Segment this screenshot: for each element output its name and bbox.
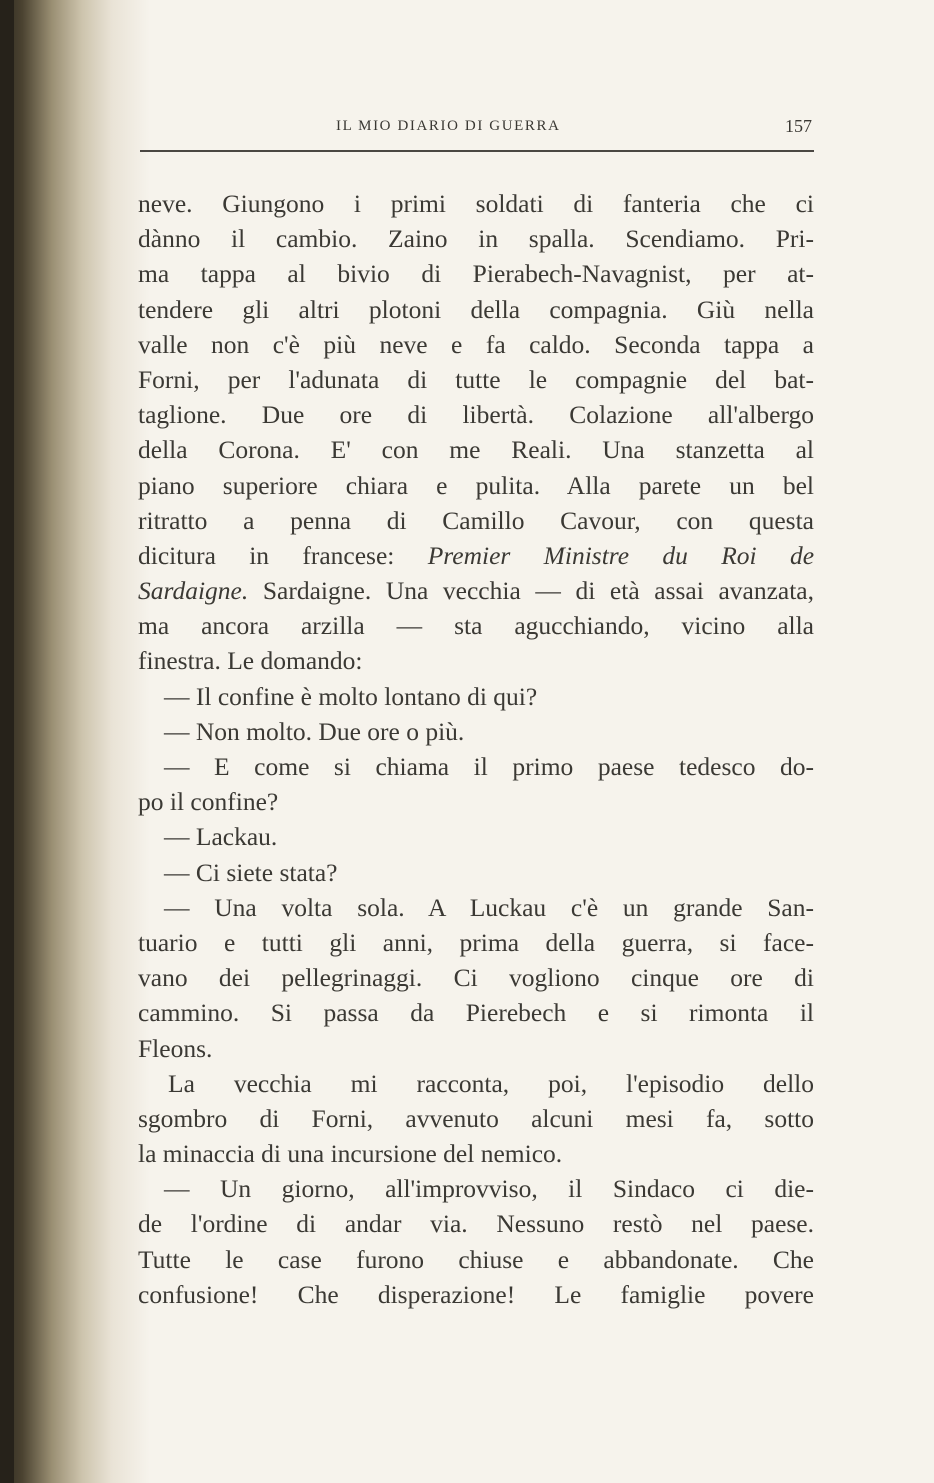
text-line: della Corona. E' con me Reali. Una stanzetta al [138, 435, 814, 465]
dialogue-line: — Lackau. [164, 822, 278, 852]
text-line: Forni, per l'adunata di tutte le compagnie del bat- [138, 364, 814, 394]
text-line: neve. Giungono i primi soldati di fanteria che ci [138, 189, 814, 218]
text-line: sgombro di Forni, avvenuto alcuni mesi fa, sotto [138, 1103, 814, 1133]
dialogue-line: — E come si chiama il primo paese tedesco do- [164, 752, 814, 781]
text-line: la minaccia di una incursione del nemico. [138, 1139, 563, 1169]
text-line: vano dei pellegrinaggi. Ci vogliono cinque ore di [138, 963, 814, 993]
text-line: Fleons. [138, 1033, 213, 1063]
text-line-with-italic [138, 573, 814, 608]
text-segment: Sardaigne. Una vecchia — di età assai avanzata, [262, 576, 814, 606]
text-segment: dicitura in francese: [138, 540, 395, 570]
text-line: Tutte le case furono chiuse e abbandonate. Che [138, 1244, 814, 1274]
italic-text: Premier Ministre du Roi de [427, 540, 814, 570]
text-line-with-italic [138, 538, 814, 573]
text-line: valle non c'è più neve e fa caldo. Seconda tappa a [138, 329, 814, 359]
dialogue-line: — Non molto. Due ore o più. [164, 716, 465, 746]
text-line: po il confine? [138, 787, 279, 817]
dialogue-line: — Ci siete stata? [164, 857, 338, 887]
dialogue-line: — Una volta sola. A Luckau c'è un grande San- [164, 892, 814, 922]
italic-text: Sardaigne. [138, 576, 249, 606]
body-text [138, 186, 814, 1312]
text-line: confusione! Che disperazione! Le famiglie povere [138, 1279, 814, 1309]
text-line: cammino. Si passa da Pierebech e si rimonta il [138, 998, 814, 1028]
dialogue-line: — Un giorno, all'improvviso, il Sindaco ci die- [164, 1174, 814, 1204]
text-line: piano superiore chiara e pulita. Alla parete un bel [138, 470, 814, 500]
text-line: de l'ordine di andar via. Nessuno restò nel paese. [138, 1209, 814, 1239]
text-line: tuario e tutti gli anni, prima della guerra, si face- [138, 927, 814, 957]
text-line: ma ancora arzilla — sta agucchiando, vicino alla [138, 611, 814, 641]
text-line: ma tappa al bivio di Pierabech-Navagnist, per at- [138, 259, 814, 289]
text-line: tendere gli altri plotoni della compagnia. Giù nella [138, 294, 814, 324]
header-rule [140, 150, 814, 152]
text-line: taglione. Due ore di libertà. Colazione all'albergo [138, 400, 814, 430]
text-line: dànno il cambio. Zaino in spalla. Scendiamo. Pri- [138, 224, 814, 254]
dialogue-line: — Il confine è molto lontano di qui? [164, 681, 538, 711]
text-line: ritratto a penna di Camillo Cavour, con questa [138, 505, 814, 535]
page-number: 157 [785, 116, 812, 136]
text-line: La vecchia mi racconta, poi, l'episodio dello [168, 1068, 814, 1098]
running-title: IL MIO DIARIO DI GUERRA [336, 118, 561, 134]
text-line: finestra. Le domando: [138, 646, 363, 676]
